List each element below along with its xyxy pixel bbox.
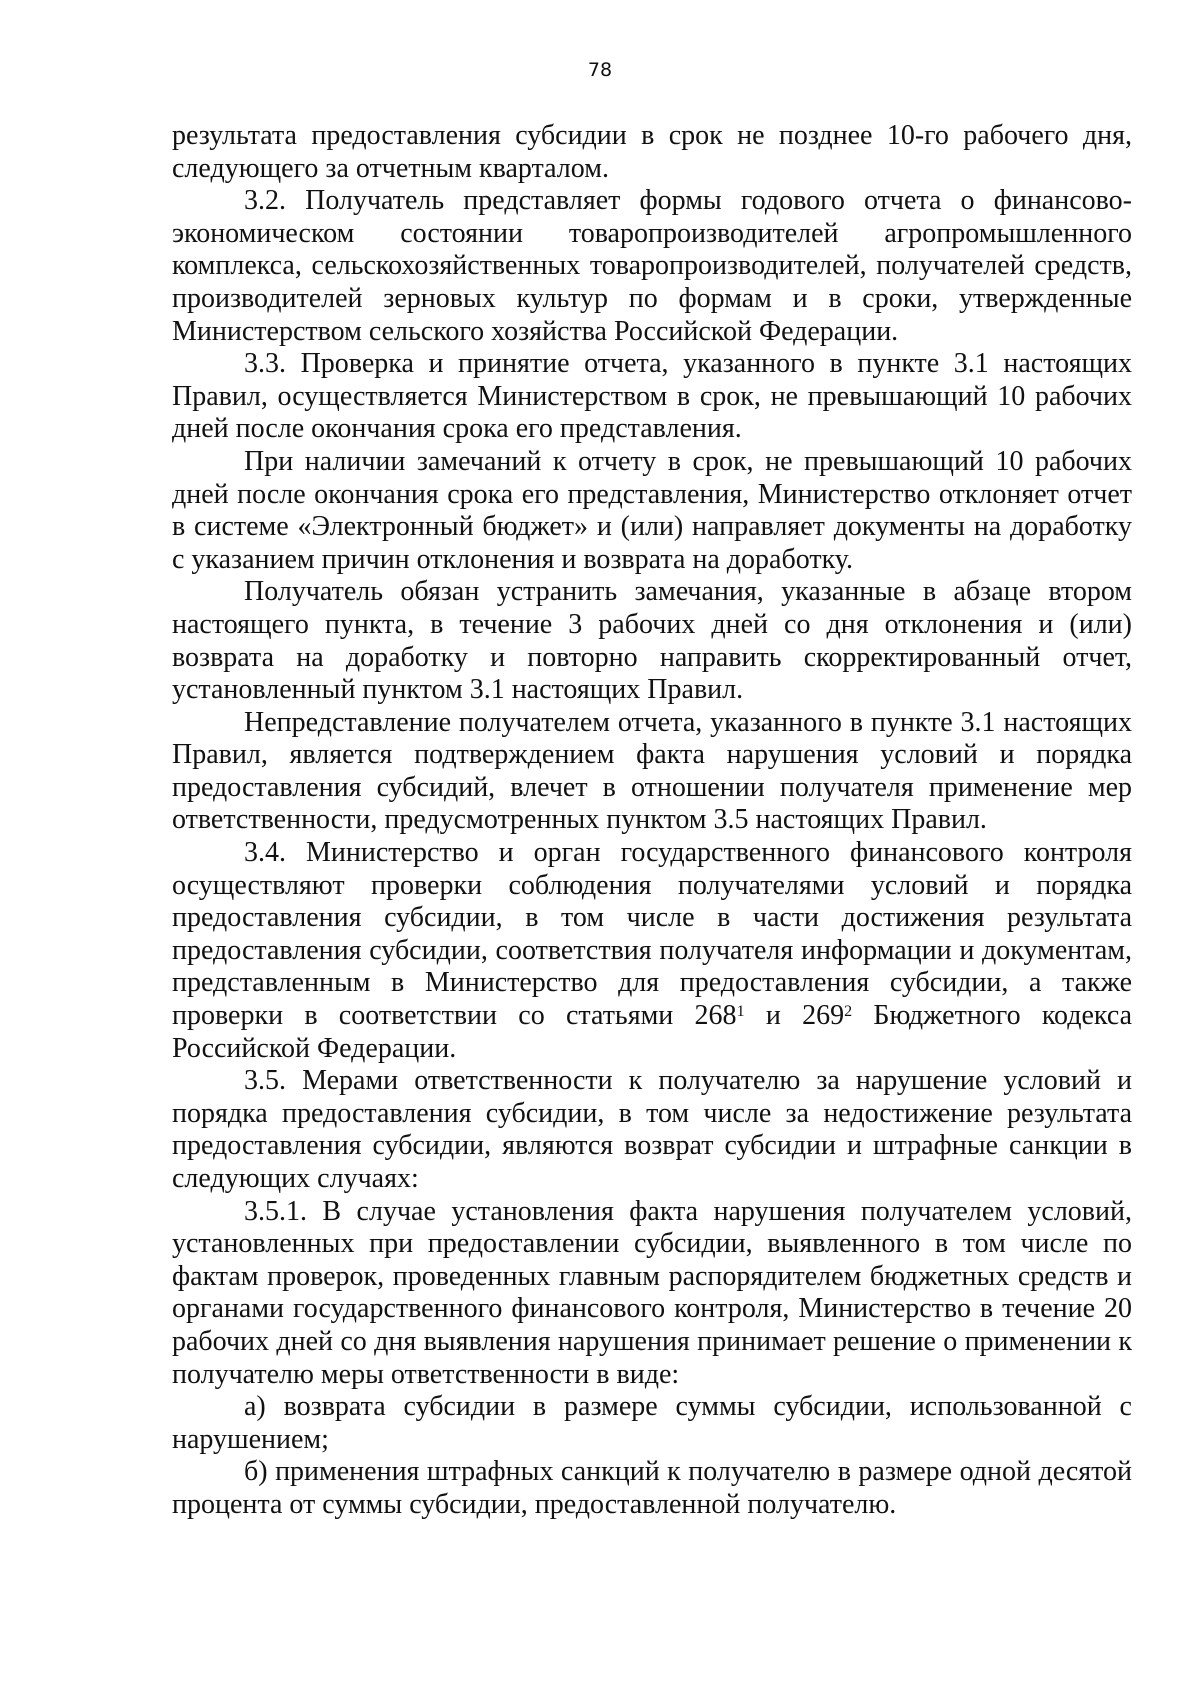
paragraph-item-b: б) применения штрафных санкций к получателю в размере одной десятой процента от суммы субсидии, предоставленной получателю. <box>172 1456 1132 1520</box>
paragraph-3-4-text-2: и 269 <box>744 1000 845 1032</box>
paragraph-remarks: При наличии замечаний к отчету в срок, не превышающий 10 рабочих дней после окончания срока его представления, Министерство отклоняет отчет в системе «Электронный бюджет» и (или) направляет документы на доработку с указанием причин отклонения и возврата на доработку. <box>172 445 1132 575</box>
paragraph-3-4 <box>172 837 1132 1065</box>
paragraph-3-5: 3.5. Мерами ответственности к получателю за нарушение условий и порядка предоставления субсидии, в том числе за недостижение результата предоставления субсидии, являются возврат субсидии и штрафные санкции в следующих случаях: <box>172 1065 1132 1194</box>
paragraph-3-4-text-3: Бюджетного кодекса Российской Федерации. <box>172 1000 1133 1064</box>
paragraph-3-3: 3.3. Проверка и принятие отчета, указанного в пункте 3.1 настоящих Правил, осуществляется Министерством в срок, не превышающий 10 рабочих дней после окончания срока его представления. <box>172 348 1132 445</box>
page-number: 78 <box>587 59 613 81</box>
document-body <box>172 120 1132 1522</box>
superscript-2: 2 <box>844 1002 853 1020</box>
superscript-1: 1 <box>736 1002 745 1020</box>
paragraph-non-submission: Непредставление получателем отчета, указанного в пункте 3.1 настоящих Правил, является подтверждением факта нарушения условий и порядка предоставления субсидий, влечет в отношении получателя применение мер ответственности, предусмотренных пунктом 3.5 настоящих Правил. <box>172 706 1132 836</box>
paragraph-item-a: а) возврата субсидии в размере суммы субсидии, использованной с нарушением; <box>172 1391 1132 1455</box>
paragraph-3-2: 3.2. Получатель представляет формы годового отчета о финансово-экономическом состоянии товаропроизводителей агропромышленного комплекса, сельскохозяйственных товаропроизводителей, получателей средств, производителей зерновых культур по формам и в сроки, утвержденные Министерством сельского хозяйства Российской Федерации. <box>172 185 1132 347</box>
paragraph-recipient-obligation: Получатель обязан устранить замечания, указанные в абзаце втором настоящего пункта, в течение 3 рабочих дней со дня отклонения и (или) возврата на доработку и повторно направить скорректированный отчет, установленный пунктом 3.1 настоящих Правил. <box>172 576 1132 706</box>
paragraph-3-5-1: 3.5.1. В случае установления факта нарушения получателем условий, установленных при предоставлении субсидии, выявленного в том числе по фактам проверок, проведенных главным распорядителем бюджетных средств и органами государственного финансового контроля, Министерство в течение 20 рабочих дней со дня выявления нарушения принимает решение о применении к получателю меры ответственности в виде: <box>172 1195 1132 1390</box>
paragraph-3-4-text-1: 3.4. Министерство и орган государственного финансового контроля осуществляют проверки соблюдения получателями условий и порядка предоставления субсидии, в том числе в части достижения результата предоставления субсидии, соответствия получателя информации и документам, представленным в Министерство для предоставления субсидии, а также проверки в соответствии со статьями 268 <box>172 837 1132 1032</box>
paragraph-continuation: результата предоставления субсидии в срок не позднее 10-го рабочего дня, следующего за отчетным кварталом. <box>172 120 1132 184</box>
